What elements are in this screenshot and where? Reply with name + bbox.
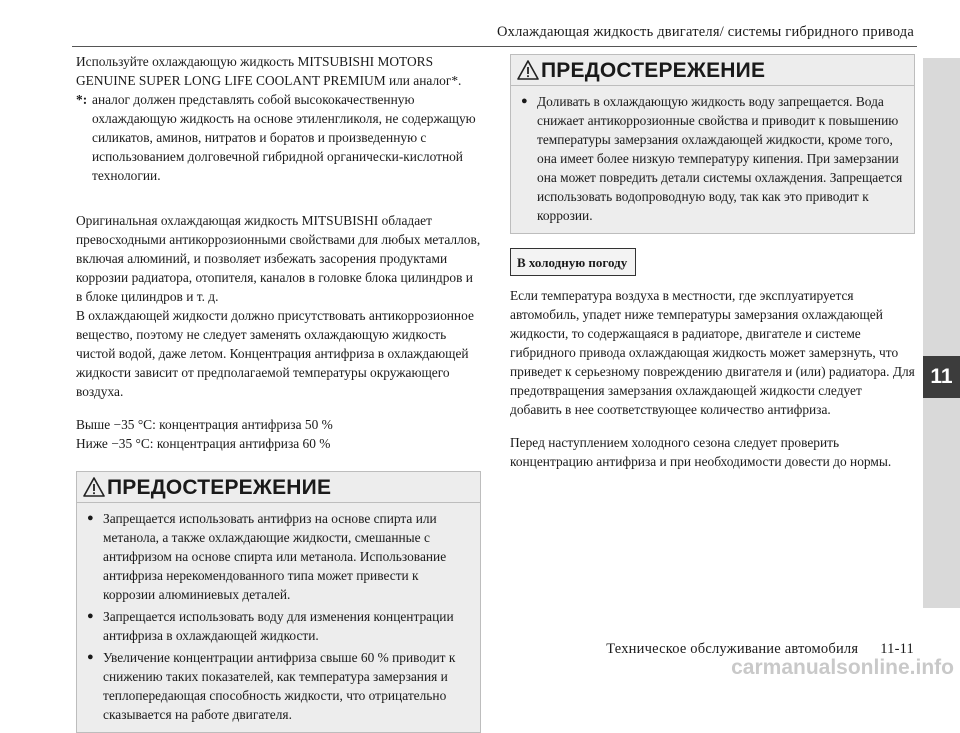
warning-item — [87, 648, 470, 724]
warning-item — [521, 92, 904, 225]
footnote-text: аналог должен представлять собой высококачественную охлаждающую жидкость на основе этиленгликоля, не содержащую силикатов, аминов, нитратов и боратов и произведенную с использованием долговечной гибридной органически-кислотной технологии. — [92, 92, 476, 183]
coolant-properties-paragraph: Оригинальная охлаждающая жидкость MITSUBISHI обладает превосходными антикоррозионными свойствами для любых металлов, включая алюминий, и позволяет избежать засорения продуктами коррозии радиатора, отопителя, каналов в головке блока цилиндров и в блоке цилиндров и т. д. — [76, 213, 481, 304]
chapter-side-tab — [923, 58, 960, 608]
warning-item-text: Доливать в охлаждающую жидкость воду запрещается. Вода снижает антикоррозионные свойства и приводит к повышению температуры замерзания охлаждающей жидкости, кроме того, она имеет более низкую температуру кипения. При замерзании она может повредить детали системы охлаждения. Запрещается использовать водопроводную воду, так как это приводит к коррозии. — [537, 94, 903, 223]
warning-triangle-icon — [83, 477, 105, 497]
warning-item — [87, 607, 470, 645]
warning-body — [77, 503, 480, 732]
warning-item — [87, 509, 470, 604]
warning-item-text: Запрещается использовать воду для изменения концентрации антифриза в охлаждающей жидкости. — [103, 609, 454, 643]
page-header-title: Охлаждающая жидкость двигателя/ системы гибридного привода — [496, 24, 914, 40]
warning-triangle-icon — [517, 60, 539, 80]
chapter-number: 11 — [923, 356, 960, 398]
warning-heading — [511, 55, 914, 86]
check-concentration-paragraph: Перед наступлением холодного сезона следует проверить концентрацию антифриза и при необходимости довести до нормы. — [510, 435, 892, 469]
header-rule — [72, 46, 917, 47]
warning-item-text: Запрещается использовать антифриз на основе спирта или метанола, а также охлаждающие жидкости, смешанные с антифризом на основе спирта или метанола. Использование антифриза нерекомендованного типа может привести к коррозии алюминиевых деталей. — [103, 511, 447, 602]
footer-section-title: Техническое обслуживание автомобиля — [606, 641, 859, 657]
bullet-dot-icon: ● — [521, 95, 528, 107]
warning-heading-text: ПРЕДОСТЕРЕЖЕНИЕ — [541, 58, 766, 82]
warning-box-right — [510, 54, 915, 234]
warning-body — [511, 86, 914, 233]
page-number: 11-11 — [880, 641, 914, 657]
intro-paragraph: Используйте охлаждающую жидкость MITSUBISHI MOTORS GENUINE SUPER LONG LIFE COOLANT PREMIUM или аналог*. — [76, 54, 462, 88]
watermark: carmanualsonline.info — [731, 656, 954, 679]
temp-below-line: Ниже −35 °C: концентрация антифриза 60 % — [76, 436, 331, 451]
anticorrosion-paragraph: В охлаждающей жидкости должно присутствовать антикоррозионное вещество, поэтому не следует заменять охлаждающую жидкость чистой водой, даже летом. Концентрация антифриза в охлаждающей жидкости зависит от предполагаемой температуры окружающего воздуха. — [76, 308, 474, 399]
footnote-mark: *: — [76, 92, 88, 107]
warning-heading-text: ПРЕДОСТЕРЕЖЕНИЕ — [107, 475, 332, 499]
footnote — [76, 90, 481, 185]
bullet-dot-icon: ● — [87, 651, 94, 663]
right-column — [510, 52, 915, 471]
cold-weather-label: В холодную погоду — [510, 248, 636, 276]
freezing-paragraph: Если температура воздуха в местности, где эксплуатируется автомобиль, упадет ниже температуры замерзания охлаждающей жидкости, то содержащаяся в радиаторе, двигателе и системе гибридного привода охлаждающая жидкость может замерзнуть, что приведет к серьезному повреждению двигателя и (или) радиатора. Для предотвращения замерзания охлаждающей жидкости следует добавить в нее соответствующее количество антифриза. — [510, 288, 915, 417]
warning-item-text: Увеличение концентрации антифриза свыше 60 % приводит к снижению таких показателей, как температура замерзания и теплопередающая способность жидкости, что отрицательно сказывается на работе двигателя. — [103, 650, 456, 722]
bullet-dot-icon: ● — [87, 512, 94, 524]
left-column — [76, 52, 481, 733]
bullet-dot-icon: ● — [87, 610, 94, 622]
temp-above-line: Выше −35 °C: концентрация антифриза 50 % — [76, 417, 333, 432]
warning-heading — [77, 472, 480, 503]
warning-box-left — [76, 471, 481, 733]
